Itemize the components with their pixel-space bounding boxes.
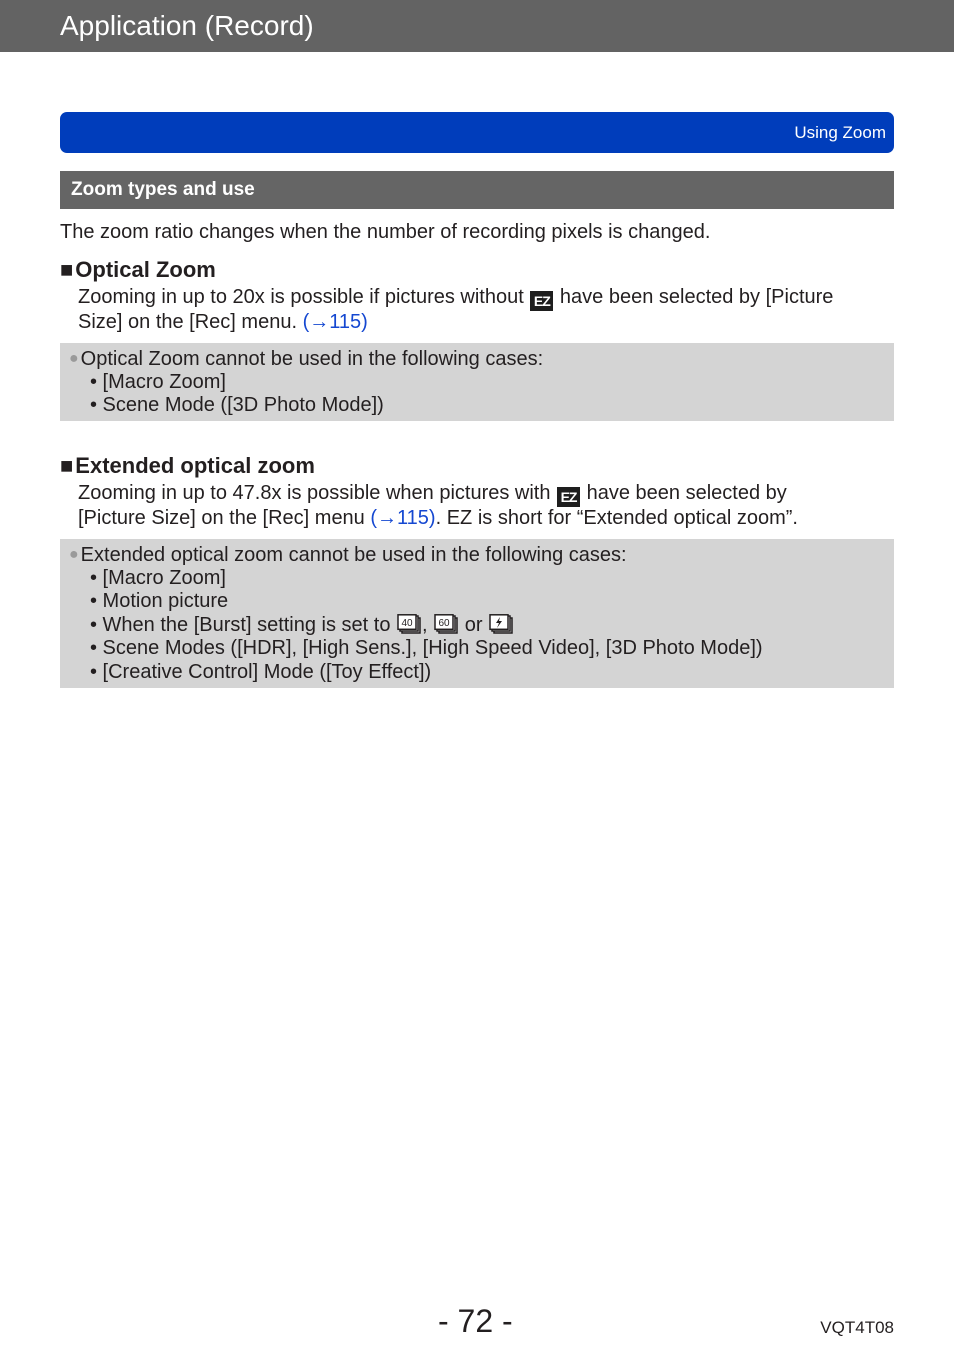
burst-text: • When the [Burst] setting is set to	[90, 614, 391, 636]
extended-zoom-note-box	[60, 539, 894, 688]
square-bullet-icon: ■	[60, 453, 74, 478]
note-item: • [Macro Zoom]	[90, 567, 226, 589]
extended-zoom-description	[78, 482, 878, 531]
optical-zoom-description	[78, 286, 878, 335]
intro-text: The zoom ratio changes when the number of recording pixels is changed.	[60, 221, 711, 243]
ez-icon: EZ	[557, 487, 580, 507]
optical-zoom-text-line2: Size] on the [Rec] menu.	[78, 311, 298, 333]
topic-label: Using Zoom	[794, 123, 886, 142]
section-bar	[60, 171, 894, 209]
optical-zoom-heading	[60, 258, 216, 282]
extended-zoom-note-head	[69, 543, 627, 568]
note-item: • [Creative Control] Mode ([Toy Effect])	[90, 661, 432, 683]
page-number: - 72 -	[438, 1303, 513, 1339]
circle-bullet-icon: ●	[69, 350, 79, 367]
comma-text: ,	[422, 614, 428, 636]
circle-bullet-icon: ●	[69, 546, 79, 563]
burst-60-label: 60	[438, 618, 450, 629]
extended-zoom-heading	[60, 454, 315, 478]
square-bullet-icon: ■	[60, 257, 74, 282]
optical-zoom-text: Zooming in up to 20x is possible if pictures without	[78, 286, 524, 308]
page-ref-link[interactable]: (→115)	[370, 507, 436, 529]
extended-zoom-title: Extended optical zoom	[75, 453, 315, 478]
document-code: VQT4T08	[820, 1318, 894, 1337]
ez-icon: EZ	[530, 291, 553, 311]
extended-zoom-text-cont: have been selected by	[586, 482, 787, 504]
extended-zoom-text-end: . EZ is short for “Extended optical zoom”.	[435, 507, 798, 529]
extended-zoom-text-line2: [Picture Size] on the [Rec] menu	[78, 507, 365, 529]
topic-band	[60, 112, 894, 153]
or-text: or	[464, 614, 483, 636]
note-item: • Scene Mode ([3D Photo Mode])	[90, 394, 384, 416]
extended-zoom-text: Zooming in up to 47.8x is possible when pictures with	[78, 482, 551, 504]
burst-60-icon	[434, 614, 458, 634]
page-ref-link[interactable]: (→115)	[302, 311, 368, 333]
note-head-text: Extended optical zoom cannot be used in the following cases:	[80, 544, 627, 566]
note-item-burst	[90, 614, 514, 638]
note-item: • [Macro Zoom]	[90, 371, 226, 393]
note-item: • Scene Modes ([HDR], [High Sens.], [High Speed Video], [3D Photo Mode])	[90, 637, 763, 659]
optical-zoom-note-head	[69, 347, 543, 372]
burst-flash-icon	[489, 614, 513, 634]
optical-zoom-title: Optical Zoom	[75, 257, 216, 282]
optical-zoom-note-box	[60, 343, 894, 421]
note-item: • Motion picture	[90, 590, 229, 612]
section-title: Zoom types and use	[71, 179, 255, 200]
note-head-text: Optical Zoom cannot be used in the following cases:	[80, 348, 544, 370]
burst-40-label: 40	[401, 618, 413, 629]
header-bar	[0, 0, 954, 52]
page-header-title: Application (Record)	[60, 10, 314, 41]
burst-40-icon	[397, 614, 421, 634]
optical-zoom-text-cont: have been selected by [Picture	[559, 286, 834, 308]
